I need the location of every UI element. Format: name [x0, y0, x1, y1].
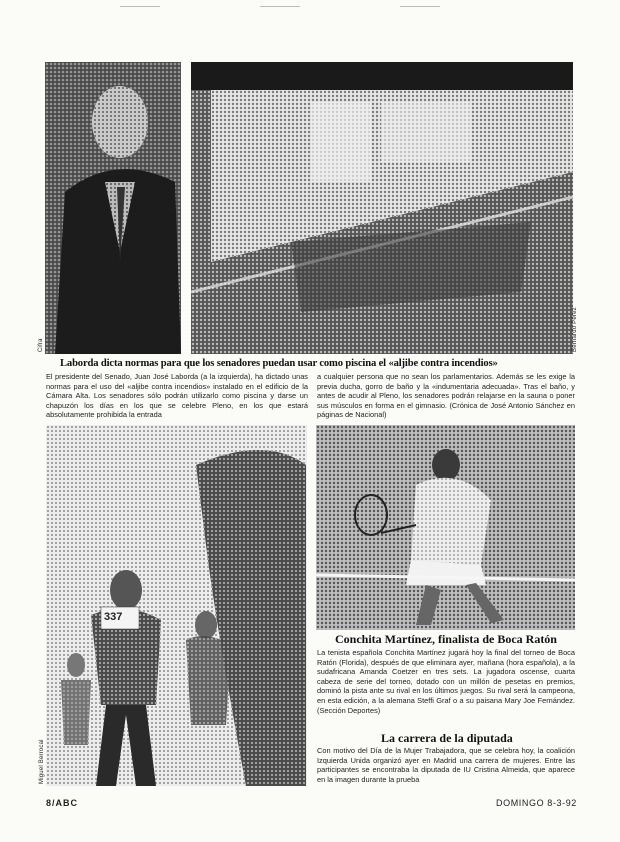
page-number: 8/ABC [46, 798, 79, 808]
carrera-headline: La carrera de la diputada [381, 731, 513, 745]
scan-mark [260, 6, 300, 7]
carrera-photo [46, 425, 307, 786]
tenis-photo [316, 425, 575, 630]
carrera-photo-credit: Miguel Berrocal [39, 739, 45, 784]
senado-body-col2: a cualquier persona que no sean los parlamentarios. Además se les exige la previa ducha, gorro de baño y la «indumentaria adecuada». Tras el baño, y antes de acudir al Pleno, los senadores podrán relajarse en la sauna o poner sus músculos en forma en el gimnasio. (Crónica de José Antonio Sánchez en páginas de Nacional) [317, 372, 575, 420]
carrera-body: Con motivo del Día de la Mujer Trabajadora, que se celebra hoy, la coalición Izquierda Unida organizó ayer en Madrid una carrera de mujeres. Entre las participantes se encontraba la diputada de IU Cristina Almeida, que aparece en la imagen durante la prueba [317, 746, 575, 784]
page-date: DOMINGO 8-3-92 [496, 798, 577, 808]
laborda-photo-credit: Cifra [38, 338, 44, 352]
aljibe-photo [191, 62, 573, 354]
aljibe-photo-credit: Bernardo Pérez [572, 307, 578, 352]
conchita-headline: Conchita Martínez, finalista de Boca Ratón [335, 632, 557, 646]
senado-body-col1: El presidente del Senado, Juan José Laborda (a la izquierda), ha dictado unas normas para el uso del «aljibe contra incendios» instalado en el edificio de la Cámara Alta. Los senadores sólo podrán utilizarlo como piscina y darse un chapuzón los días en los que se celebre Pleno, en los que estará absolutamente prohibida la entrada [46, 372, 308, 420]
senado-headline: Laborda dicta normas para que los senadores puedan usar como piscina el «aljibe contra incendios» [60, 358, 498, 369]
conchita-body: La tenista española Conchita Martínez jugará hoy la final del torneo de Boca Ratón (Florida), después de que eliminara ayer, mañana (hora española), a la sudafricana Amanda Coetzer en tres sets. La jugadora oscense, cuarta cabeza de serie del torneo, dotado con un millón de pesetas en premios, dominó la pista ante su rival en los últimos juegos. Su rival será la campeona, en esta edición, a la alemana Steffi Graf o a su paisana Mary Joe Fernández. (Sección Deportes) [317, 648, 575, 715]
laborda-photo [45, 62, 181, 354]
runner-bib-number: 337 [104, 611, 123, 623]
scan-mark [400, 6, 440, 7]
scan-mark [120, 6, 160, 7]
